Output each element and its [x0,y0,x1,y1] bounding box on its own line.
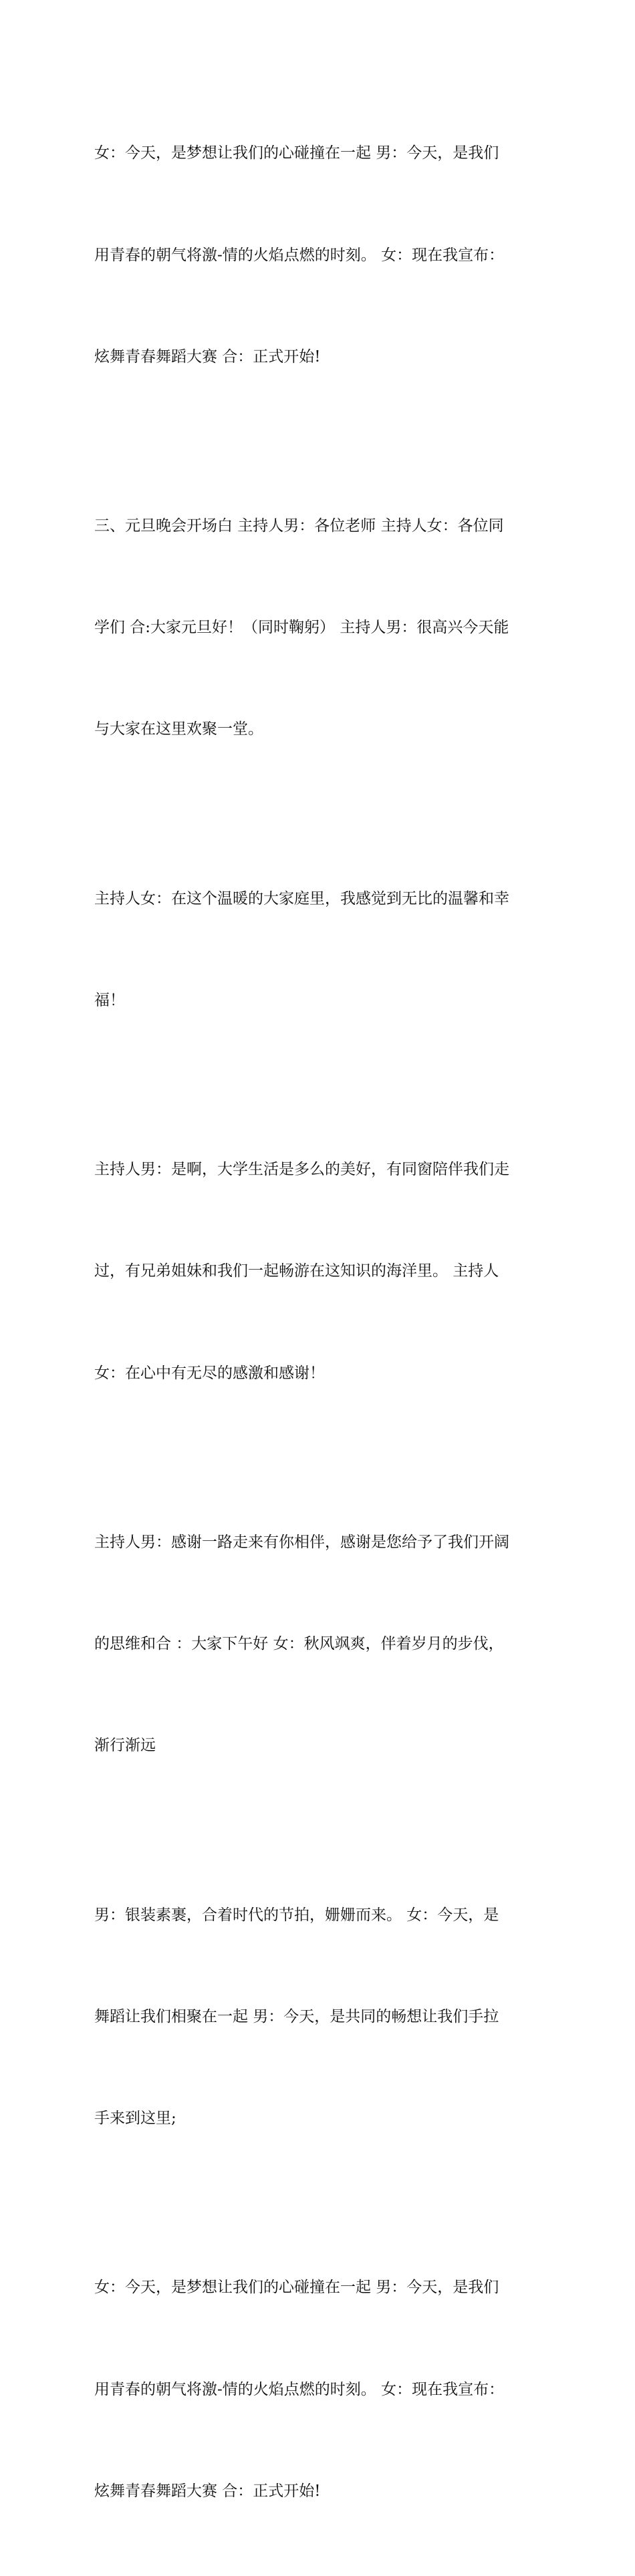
text-line: 女：在心中有无尽的感激和感谢！ [94,1364,325,1382]
text-line: 的思维和合 ：大家下午好 女：秋风飒爽，伴着岁月的步伐， [94,1635,504,1653]
paragraph-host-male-university [94,1085,543,1458]
text-line: 主持人男：是啊，大学生活是多么的美好，有同窗陪伴我们走 [94,1161,509,1179]
text-line: 炫舞青春舞蹈大赛 合：正式开始! [94,347,321,366]
text-line: 用青春的朝气将激-情的火焰点燃的时刻。 女：现在我宣布： [94,2380,505,2398]
text-line: 与大家在这里欢聚一堂。 [94,720,263,738]
text-line: 学们 合:大家元旦好！（同时鞠躬） 主持人男：很高兴今天能 [94,619,509,637]
text-line: 舞蹈让我们相聚在一起 男：今天，是共同的畅想让我们手拉 [94,2007,499,2025]
text-line: 用青春的朝气将激-情的火焰点燃的时刻。 女：现在我宣布： [94,246,505,264]
text-line: 主持人男：感谢一路走来有你相伴，感谢是您给予了我们开阔 [94,1534,509,1552]
text-line: 女：今天，是梦想让我们的心碰撞在一起 男：今天，是我们 [94,144,499,162]
paragraph-host-female-warmth [94,814,543,1085]
text-line: 三、元旦晚会开场白 主持人男：各位老师 主持人女：各位同 [94,517,504,535]
text-line: 女：今天，是梦想让我们的心碰撞在一起 男：今天，是我们 [94,2279,499,2297]
text-line: 男：银装素裹，合着时代的节拍，姗姗而来。 女：今天，是 [94,1906,499,1924]
text-line: 炫舞青春舞蹈大赛 合：正式开始! [94,2482,321,2500]
text-line: 主持人女：在这个温暖的大家庭里，我感觉到无比的温馨和幸 [94,889,509,907]
document-body [94,69,543,2576]
text-line: 过，有兄弟姐妹和我们一起畅游在这知识的海洋里。 主持人 [94,1262,499,1280]
paragraph-opening-declaration [94,69,543,442]
paragraph-male-silver [94,1830,543,2203]
paragraph-host-male-thanks [94,1458,543,1831]
paragraph-closing-declaration [94,2203,543,2576]
paragraph-new-year-opening [94,442,543,815]
text-line: 福！ [94,991,125,1009]
text-line: 渐行渐远 [94,1737,156,1755]
text-line: 手来到这里; [94,2109,176,2127]
